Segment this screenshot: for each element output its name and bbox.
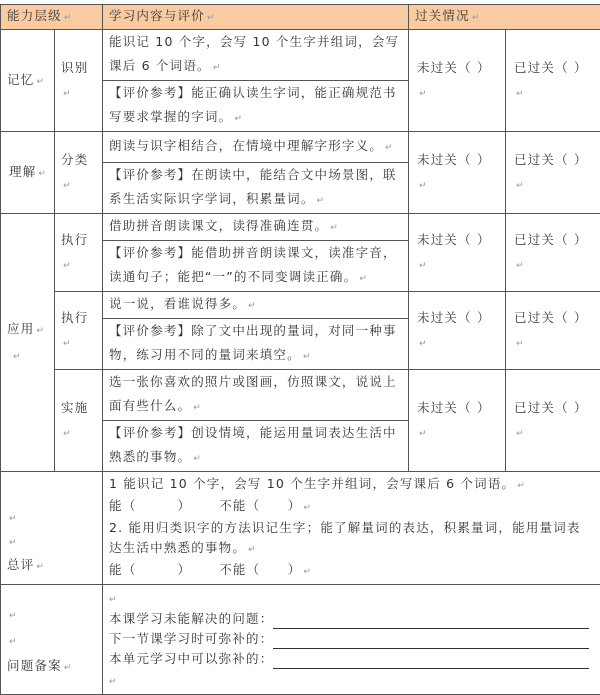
sublevel-cell: 执行↵ <box>55 292 103 370</box>
problem-q2-label: 下一节课学习时可弥补的： <box>109 631 273 646</box>
problem-q2-input[interactable] <box>273 635 589 649</box>
pass-cell[interactable]: 已过关（ ）↵ <box>506 292 600 370</box>
pass-cell[interactable]: 已过关（ ）↵ <box>506 370 600 472</box>
sublevel-cell: 识别↵ <box>55 30 103 132</box>
problem-row <box>1 585 600 695</box>
header-level: 能力层级 ↵ <box>1 5 103 30</box>
summary-label: 总评 <box>7 557 34 572</box>
problem-q3-label: 本单元学习中可以弥补的： <box>109 651 273 666</box>
task-text: 说一说，看谁说得多。 ↵ <box>103 292 409 319</box>
reference-text: 【评价参考】能正确认读生字词，能正确规范书写要求掌握的字词。 ↵ <box>103 81 409 132</box>
header-row <box>1 5 600 30</box>
not-pass-cell[interactable]: 未过关（ ）↵ <box>409 370 506 472</box>
task-text: 借助拼音朗读课文，读得准确连贯。 ↵ <box>103 214 409 241</box>
sublevel-cell: 执行↵ <box>55 214 103 292</box>
problem-q1-label: 本课学习未能解决的问题： <box>109 611 273 626</box>
not-pass-cell[interactable]: 未过关（ ）↵ <box>409 30 506 132</box>
not-pass-cell[interactable]: 未过关（ ）↵ <box>409 214 506 292</box>
table-row <box>1 292 600 319</box>
summary-item-1: 1 能识记 10 个字，会写 10 个生字并组词，会写课后 6 个词语。 <box>109 476 515 491</box>
header-status: 过关情况 ↵ <box>409 5 600 30</box>
table-row <box>1 370 600 421</box>
problem-q3-input[interactable] <box>273 655 589 669</box>
pass-cell[interactable]: 已过关（ ）↵ <box>506 132 600 214</box>
level-cell: 理解 ↵ <box>1 132 55 214</box>
problem-label-cell: ↵ ↵ 问题备案 ↵ <box>1 585 103 695</box>
sublevel-cell: 实施↵ <box>55 370 103 472</box>
summary-row <box>1 472 600 585</box>
cannot-checkbox-2[interactable]: 不能（ ） <box>219 562 301 577</box>
task-text: 朗读与识字相结合，在情境中理解字形字义。 ↵ <box>103 132 409 163</box>
pass-cell[interactable]: 已过关（ ）↵ <box>506 30 600 132</box>
can-checkbox-1[interactable]: 能（ ） <box>109 498 191 513</box>
reference-text: 【评价参考】除了文中出现的量词，对同一种事物，练习用不同的量词来填空。 ↵ <box>103 319 409 370</box>
cannot-checkbox-1[interactable]: 不能（ ） <box>219 498 301 513</box>
problem-content: ↵ 本课学习未能解决的问题： 下一节课学习时可弥补的： 本单元学习中可以弥补的： ↵ <box>103 585 600 695</box>
reference-text: 【评价参考】在朗读中，能结合文中场景图，联系生活实际识字学词，积累量词。 ↵ <box>103 163 409 214</box>
problem-q1-input[interactable] <box>273 615 589 629</box>
table-row <box>1 214 600 241</box>
task-text: 能识记 10 个字，会写 10 个生字并组词，会写课后 6 个词语。 ↵ <box>103 30 409 81</box>
task-text: 选一张你喜欢的照片或图画，仿照课文，说说上面有些什么。 ↵ <box>103 370 409 421</box>
evaluation-table <box>0 4 600 695</box>
pass-cell[interactable]: 已过关（ ）↵ <box>506 214 600 292</box>
header-content: 学习内容与评价 ↵ <box>103 5 409 30</box>
summary-content: 1 能识记 10 个字，会写 10 个生字并组词，会写课后 6 个词语。 ↵ 能（ ） 不能（ ） ↵ 2. 能用归类识字的方法识记生字；能了解量词的表达，积累量词，能用量词表达生活中熟悉的事物。 ↵ 能（ ） 不能（ ） ↵ <box>103 472 600 585</box>
level-cell: 应用 ↵ ↵ <box>1 214 55 472</box>
can-checkbox-2[interactable]: 能（ ） <box>109 562 191 577</box>
reference-text: 【评价参考】创设情境，能运用量词表达生活中熟悉的事物。 ↵ <box>103 421 409 472</box>
summary-item-2: 2. 能用归类识字的方法识记生字；能了解量词的表达，积累量词，能用量词表达生活中熟悉的事物。 <box>109 520 581 555</box>
summary-label-cell: ↵ ↵ 总评 ↵ <box>1 472 103 585</box>
level-cell: 记忆 ↵ <box>1 30 55 132</box>
table-row <box>1 30 600 81</box>
not-pass-cell[interactable]: 未过关（ ）↵ <box>409 292 506 370</box>
table-row <box>1 132 600 163</box>
sublevel-cell: 分类↵ <box>55 132 103 214</box>
reference-text: 【评价参考】能借助拼音朗读课文，读准字音，读通句子；能把“一”的不同变调读正确。 ↵ <box>103 241 409 292</box>
problem-label: 问题备案 <box>7 658 62 673</box>
not-pass-cell[interactable]: 未过关（ ）↵ <box>409 132 506 214</box>
